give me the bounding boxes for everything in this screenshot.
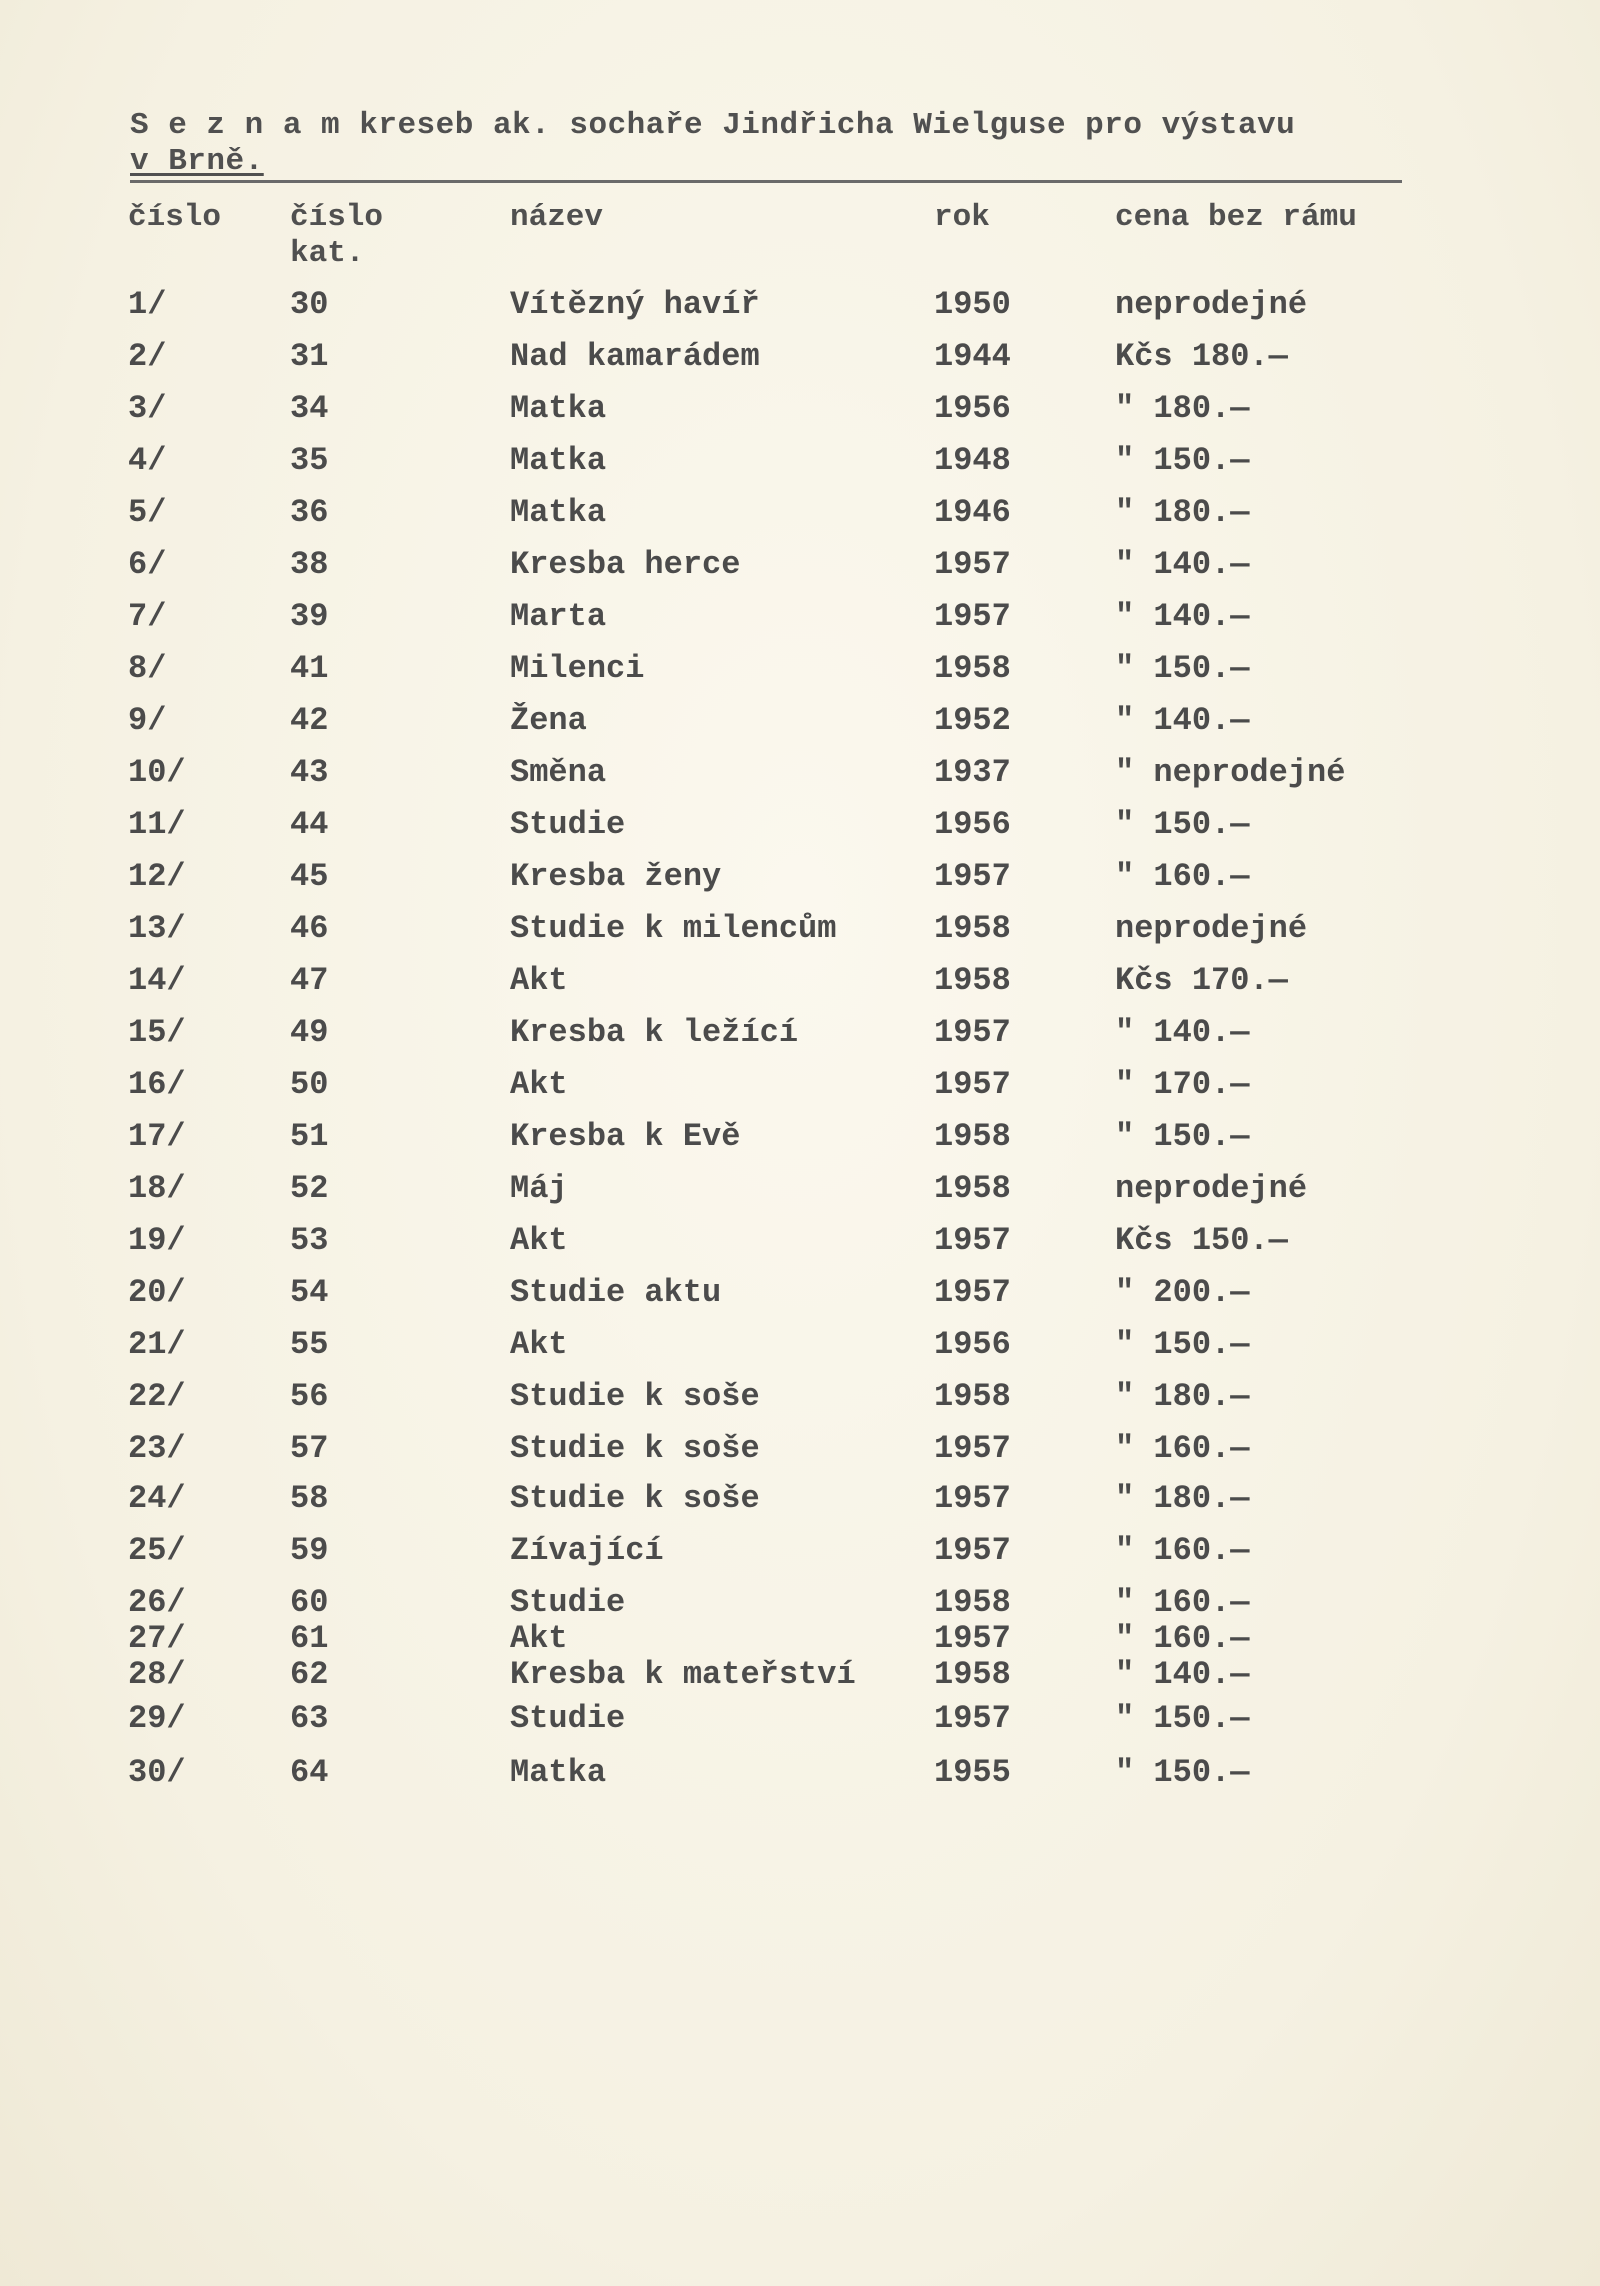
cell-rok: 1957	[934, 1480, 1011, 1517]
cell-cena: " 160.—	[1115, 858, 1250, 895]
cell-kat: 57	[290, 1430, 329, 1467]
cell-rok: 1957	[934, 1222, 1011, 1259]
table-row	[0, 1754, 1600, 1798]
cell-rok: 1957	[934, 1532, 1011, 1569]
cell-cena: " 180.—	[1115, 1480, 1250, 1517]
cell-rok: 1957	[934, 1014, 1011, 1051]
cell-nazev: Žena	[510, 702, 587, 739]
table-row	[0, 338, 1600, 382]
cell-cislo: 9/	[128, 702, 167, 739]
header-cislo-kat-line-1: číslo	[290, 200, 384, 235]
cell-nazev: Kresba herce	[510, 546, 741, 583]
table-row	[0, 1118, 1600, 1162]
cell-kat: 54	[290, 1274, 329, 1311]
cell-rok: 1957	[934, 1066, 1011, 1103]
cell-cena: Kčs 170.—	[1115, 962, 1288, 999]
cell-cena: Kčs 180.—	[1115, 338, 1288, 375]
cell-nazev: Matka	[510, 1754, 607, 1791]
table-row	[0, 650, 1600, 694]
cell-kat: 58	[290, 1480, 329, 1517]
cell-nazev: Kresba k ležící	[510, 1014, 799, 1051]
cell-cislo: 22/	[128, 1378, 186, 1415]
cell-kat: 51	[290, 1118, 329, 1155]
table-row	[0, 702, 1600, 746]
cell-nazev: Akt	[510, 1222, 568, 1259]
header-cislo-kat	[290, 200, 383, 272]
table-row	[0, 1222, 1600, 1266]
cell-kat: 59	[290, 1532, 329, 1569]
cell-cena: neprodejné	[1115, 1170, 1308, 1207]
cell-nazev: Zívající	[510, 1532, 664, 1569]
cell-cislo: 3/	[128, 390, 167, 427]
cell-nazev: Studie k milencům	[510, 910, 837, 947]
cell-nazev: Kresba ženy	[510, 858, 722, 895]
cell-cena: " 150.—	[1115, 1754, 1250, 1791]
header-cislo: číslo	[128, 200, 222, 235]
cell-cena: " neprodejné	[1115, 754, 1346, 791]
cell-cislo: 2/	[128, 338, 167, 375]
cell-rok: 1955	[934, 1754, 1011, 1791]
cell-cislo: 26/	[128, 1584, 186, 1621]
cell-cena: " 180.—	[1115, 390, 1250, 427]
cell-nazev: Kresba k mateřství	[510, 1656, 856, 1693]
cell-kat: 44	[290, 806, 329, 843]
cell-nazev: Studie k soše	[510, 1430, 760, 1467]
cell-cislo: 4/	[128, 442, 167, 479]
cell-cislo: 14/	[128, 962, 186, 999]
cell-cena: " 150.—	[1115, 442, 1250, 479]
cell-rok: 1946	[934, 494, 1011, 531]
cell-rok: 1956	[934, 1326, 1011, 1363]
table-row	[0, 546, 1600, 590]
cell-kat: 49	[290, 1014, 329, 1051]
cell-rok: 1957	[934, 1430, 1011, 1467]
cell-kat: 46	[290, 910, 329, 947]
cell-kat: 34	[290, 390, 329, 427]
cell-rok: 1957	[934, 1700, 1011, 1737]
table-row	[0, 286, 1600, 330]
cell-cislo: 18/	[128, 1170, 186, 1207]
table-row	[0, 1700, 1600, 1744]
cell-rok: 1948	[934, 442, 1011, 479]
cell-kat: 63	[290, 1700, 329, 1737]
cell-cena: " 140.—	[1115, 598, 1250, 635]
cell-nazev: Matka	[510, 442, 607, 479]
cell-nazev: Akt	[510, 1620, 568, 1657]
header-nazev: název	[510, 200, 604, 235]
cell-cena: " 140.—	[1115, 1656, 1250, 1693]
cell-kat: 38	[290, 546, 329, 583]
cell-rok: 1957	[934, 1274, 1011, 1311]
cell-cislo: 7/	[128, 598, 167, 635]
table-row	[0, 754, 1600, 798]
cell-cislo: 29/	[128, 1700, 186, 1737]
cell-cena: " 140.—	[1115, 702, 1250, 739]
cell-cena: " 150.—	[1115, 806, 1250, 843]
table-row	[0, 910, 1600, 954]
table-row	[0, 494, 1600, 538]
cell-kat: 41	[290, 650, 329, 687]
cell-kat: 53	[290, 1222, 329, 1259]
cell-kat: 31	[290, 338, 329, 375]
cell-cislo: 25/	[128, 1532, 186, 1569]
document-title	[130, 108, 1410, 180]
cell-cislo: 27/	[128, 1620, 186, 1657]
table-row	[0, 1430, 1600, 1474]
cell-rok: 1957	[934, 1620, 1011, 1657]
cell-rok: 1956	[934, 390, 1011, 427]
cell-kat: 35	[290, 442, 329, 479]
table-row	[0, 1170, 1600, 1214]
cell-kat: 62	[290, 1656, 329, 1693]
cell-cena: Kčs 150.—	[1115, 1222, 1288, 1259]
cell-cena: " 170.—	[1115, 1066, 1250, 1103]
cell-kat: 50	[290, 1066, 329, 1103]
cell-nazev: Matka	[510, 390, 607, 427]
cell-rok: 1937	[934, 754, 1011, 791]
table-row	[0, 1066, 1600, 1110]
cell-nazev: Studie k soše	[510, 1480, 760, 1517]
table-row	[0, 962, 1600, 1006]
cell-cena: " 180.—	[1115, 1378, 1250, 1415]
cell-nazev: Máj	[510, 1170, 568, 1207]
table-row	[0, 598, 1600, 642]
cell-cena: " 160.—	[1115, 1532, 1250, 1569]
title-line-1: S e z n a m kreseb ak. sochaře Jindřicha Wielguse pro výstavu	[130, 108, 1296, 143]
title-line-2: v Brně.	[130, 144, 264, 179]
cell-nazev: Marta	[510, 598, 607, 635]
cell-cena: " 150.—	[1115, 650, 1250, 687]
header-rule	[130, 180, 1402, 183]
cell-cislo: 30/	[128, 1754, 186, 1791]
cell-kat: 45	[290, 858, 329, 895]
cell-rok: 1957	[934, 858, 1011, 895]
cell-cislo: 5/	[128, 494, 167, 531]
cell-cislo: 17/	[128, 1118, 186, 1155]
cell-nazev: Vítězný havíř	[510, 286, 760, 323]
cell-cislo: 20/	[128, 1274, 186, 1311]
cell-rok: 1958	[934, 1656, 1011, 1693]
header-cislo-kat-line-2: kat.	[290, 236, 365, 271]
cell-kat: 60	[290, 1584, 329, 1621]
cell-rok: 1957	[934, 598, 1011, 635]
cell-nazev: Směna	[510, 754, 607, 791]
cell-nazev: Milenci	[510, 650, 645, 687]
cell-nazev: Nad kamarádem	[510, 338, 760, 375]
header-cena: cena bez rámu	[1115, 200, 1357, 235]
table-row	[0, 1656, 1600, 1700]
cell-nazev: Studie aktu	[510, 1274, 722, 1311]
cell-cena: " 160.—	[1115, 1620, 1250, 1657]
cell-nazev: Akt	[510, 1066, 568, 1103]
cell-rok: 1958	[934, 1118, 1011, 1155]
cell-cislo: 19/	[128, 1222, 186, 1259]
cell-cena: " 150.—	[1115, 1700, 1250, 1737]
cell-rok: 1958	[934, 1170, 1011, 1207]
cell-cislo: 13/	[128, 910, 186, 947]
cell-cena: " 200.—	[1115, 1274, 1250, 1311]
cell-cena: " 150.—	[1115, 1118, 1250, 1155]
table-row	[0, 1014, 1600, 1058]
cell-rok: 1958	[934, 910, 1011, 947]
cell-rok: 1952	[934, 702, 1011, 739]
cell-nazev: Akt	[510, 1326, 568, 1363]
cell-cislo: 16/	[128, 1066, 186, 1103]
cell-rok: 1956	[934, 806, 1011, 843]
cell-rok: 1944	[934, 338, 1011, 375]
cell-nazev: Studie k soše	[510, 1378, 760, 1415]
table-row	[0, 1326, 1600, 1370]
cell-nazev: Akt	[510, 962, 568, 999]
cell-cena: " 160.—	[1115, 1584, 1250, 1621]
cell-cislo: 6/	[128, 546, 167, 583]
cell-cena: " 180.—	[1115, 494, 1250, 531]
cell-rok: 1957	[934, 546, 1011, 583]
cell-kat: 61	[290, 1620, 329, 1657]
cell-kat: 39	[290, 598, 329, 635]
cell-cena: " 140.—	[1115, 1014, 1250, 1051]
cell-kat: 64	[290, 1754, 329, 1791]
cell-nazev: Studie	[510, 806, 626, 843]
table-row	[0, 390, 1600, 434]
cell-cislo: 12/	[128, 858, 186, 895]
cell-cislo: 10/	[128, 754, 186, 791]
table-row	[0, 806, 1600, 850]
cell-cislo: 21/	[128, 1326, 186, 1363]
header-rok: rok	[934, 200, 990, 235]
table-row	[0, 1274, 1600, 1318]
cell-rok: 1958	[934, 1378, 1011, 1415]
cell-cislo: 1/	[128, 286, 167, 323]
cell-nazev: Matka	[510, 494, 607, 531]
cell-cena: " 140.—	[1115, 546, 1250, 583]
cell-cislo: 8/	[128, 650, 167, 687]
cell-cislo: 24/	[128, 1480, 186, 1517]
cell-cislo: 11/	[128, 806, 186, 843]
cell-nazev: Studie	[510, 1584, 626, 1621]
cell-kat: 52	[290, 1170, 329, 1207]
cell-rok: 1958	[934, 962, 1011, 999]
table-row	[0, 1480, 1600, 1524]
table-row	[0, 858, 1600, 902]
cell-nazev: Kresba k Evě	[510, 1118, 741, 1155]
cell-cislo: 28/	[128, 1656, 186, 1693]
cell-rok: 1950	[934, 286, 1011, 323]
cell-kat: 30	[290, 286, 329, 323]
cell-kat: 55	[290, 1326, 329, 1363]
cell-cena: " 150.—	[1115, 1326, 1250, 1363]
cell-cislo: 15/	[128, 1014, 186, 1051]
cell-kat: 47	[290, 962, 329, 999]
cell-kat: 43	[290, 754, 329, 791]
table-row	[0, 442, 1600, 486]
table-row	[0, 1532, 1600, 1576]
cell-kat: 56	[290, 1378, 329, 1415]
cell-cena: neprodejné	[1115, 286, 1308, 323]
cell-rok: 1958	[934, 1584, 1011, 1621]
cell-cena: neprodejné	[1115, 910, 1308, 947]
cell-nazev: Studie	[510, 1700, 626, 1737]
cell-rok: 1958	[934, 650, 1011, 687]
cell-kat: 42	[290, 702, 329, 739]
cell-kat: 36	[290, 494, 329, 531]
cell-cena: " 160.—	[1115, 1430, 1250, 1467]
cell-cislo: 23/	[128, 1430, 186, 1467]
table-row	[0, 1378, 1600, 1422]
